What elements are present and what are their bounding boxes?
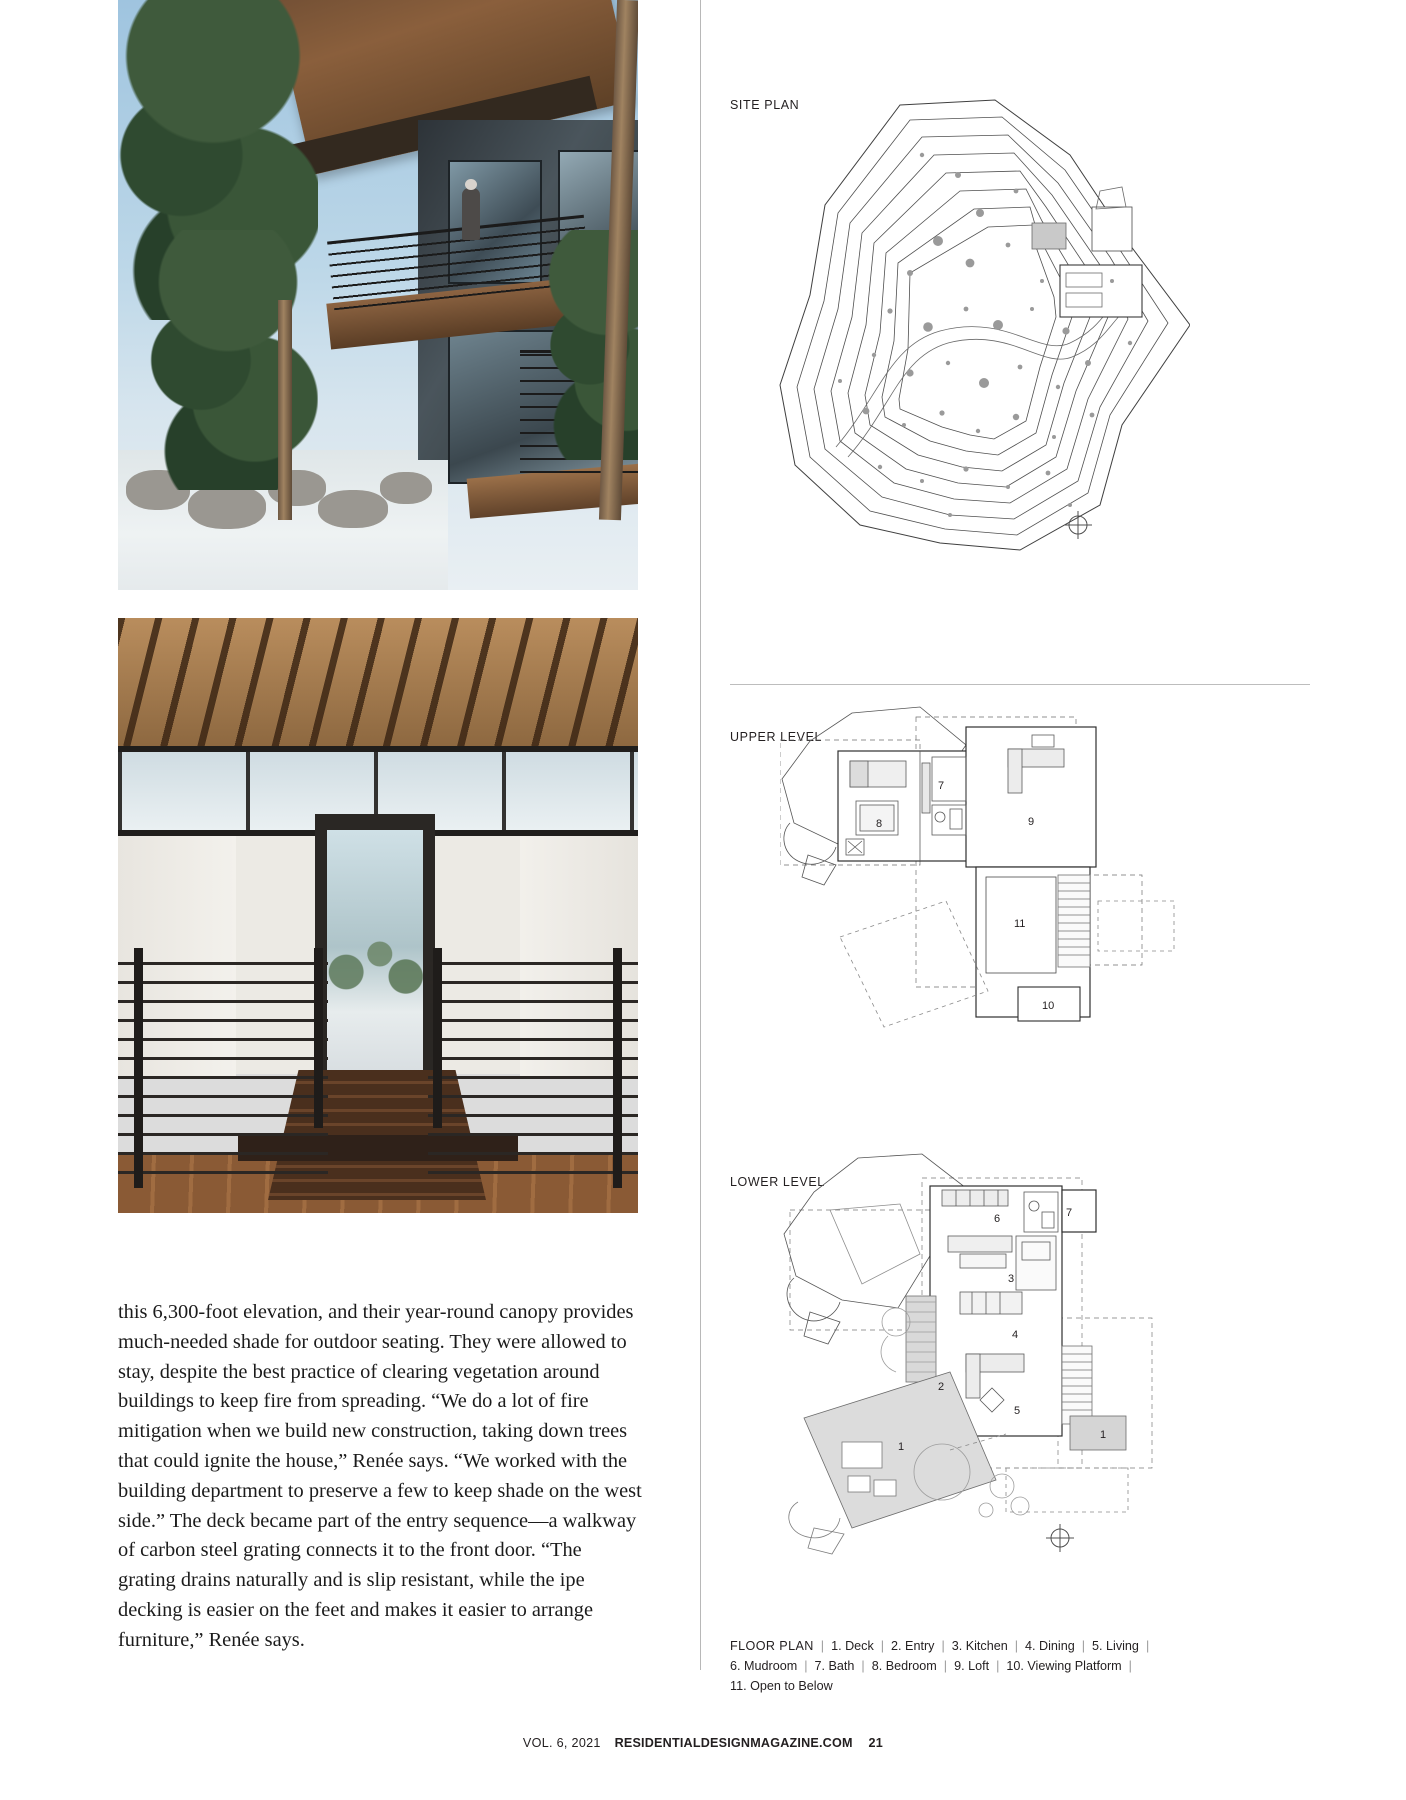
svg-text:1: 1 [898,1441,905,1453]
legend-item-2: 2. Entry [891,1639,935,1653]
railing-post [314,948,323,1128]
north-arrow-icon [1064,511,1092,539]
legend-item-1: 1. Deck [831,1639,874,1653]
svg-text:7: 7 [938,780,945,792]
legend-item-7: 7. Bath [814,1659,855,1673]
rock [188,485,266,529]
svg-text:2: 2 [938,1381,945,1393]
site-plan-drawing [770,95,1190,565]
lower-level-label: LOWER LEVEL [730,1175,825,1189]
legend-item-9: 9. Loft [954,1659,990,1673]
upper-level-plan-drawing [780,705,1200,1035]
svg-text:8: 8 [876,818,883,830]
magazine-website: RESIDENTIALDESIGNMAGAZINE.COM [614,1736,853,1750]
svg-text:3: 3 [1008,1273,1015,1285]
svg-text:4: 4 [1012,1329,1019,1341]
person-on-deck [462,188,480,240]
svg-text:10: 10 [1042,1000,1055,1012]
legend-item-6: 6. Mudroom [730,1659,798,1673]
lower-level-plan-drawing [770,1150,1200,1570]
legend-item-11: 11. Open to Below [730,1679,833,1693]
ceiling-beams [118,618,638,748]
rock [318,490,388,528]
cable-railing-left [118,954,328,1174]
svg-text:9: 9 [1028,816,1035,828]
svg-text:1: 1 [1100,1429,1107,1441]
view-through-door [327,918,423,1008]
legend-item-8: 8. Bedroom [871,1659,937,1673]
exterior-cantilever-photo [118,0,638,590]
rock [380,472,432,504]
railing-post [134,948,143,1188]
legend-title: FLOOR PLAN [730,1639,814,1653]
railing-post [613,948,622,1188]
legend-item-3: 3. Kitchen [951,1639,1008,1653]
cable-railing-right [428,954,638,1174]
pine-trunk [278,300,292,520]
page-number: 21 [868,1736,884,1750]
interior-breezeway-photo [118,618,638,1213]
svg-text:7: 7 [1066,1207,1073,1219]
article-body-text: this 6,300-foot elevation, and their year-round canopy provides much-needed shade for outdoor seating. They were allowed to stay, despite the best practice of clearing vegetation around buildings to keep fire from spreading. “We do a lot of fire mitigation when we build new construction, taking down trees that could ignite the house,” Renée says. “We worked with the building department to preserve a few to keep shade on the west side.” The deck became part of the entry sequence—a walkway of carbon steel grating connects it to the front door. “The grating drains naturally and is slip resistant, while the ipe decking is easier on the feet and makes it easier to arrange furniture,” Renée says. [118,1301,642,1651]
railing-post [433,948,442,1128]
legend-item-4: 4. Dining [1025,1639,1075,1653]
upper-level-label: UPPER LEVEL [730,730,823,744]
svg-text:6: 6 [994,1213,1001,1225]
svg-text:11: 11 [1014,918,1026,930]
volume-text: VOL. 6, 2021 [522,1736,601,1750]
site-plan-label: SITE PLAN [730,98,800,112]
north-arrow-icon [1046,1524,1074,1552]
page-footer [0,1736,1406,1750]
legend-item-10: 10. Viewing Platform [1006,1659,1122,1673]
floor-plan-legend: FLOOR PLAN | 1. Deck | 2. Entry | 3. Kitchen | 4. Dining | 5. Living | 6. Mudroom | 7. Bath | 8. Bedroom | 9. Loft | 10. Viewing Platform | 11. Open to Below [730,1639,1150,1693]
svg-text:5: 5 [1014,1405,1021,1417]
legend-item-5: 5. Living [1092,1639,1139,1653]
column-divider-rule [700,0,701,1670]
section-divider-rule [730,684,1310,685]
